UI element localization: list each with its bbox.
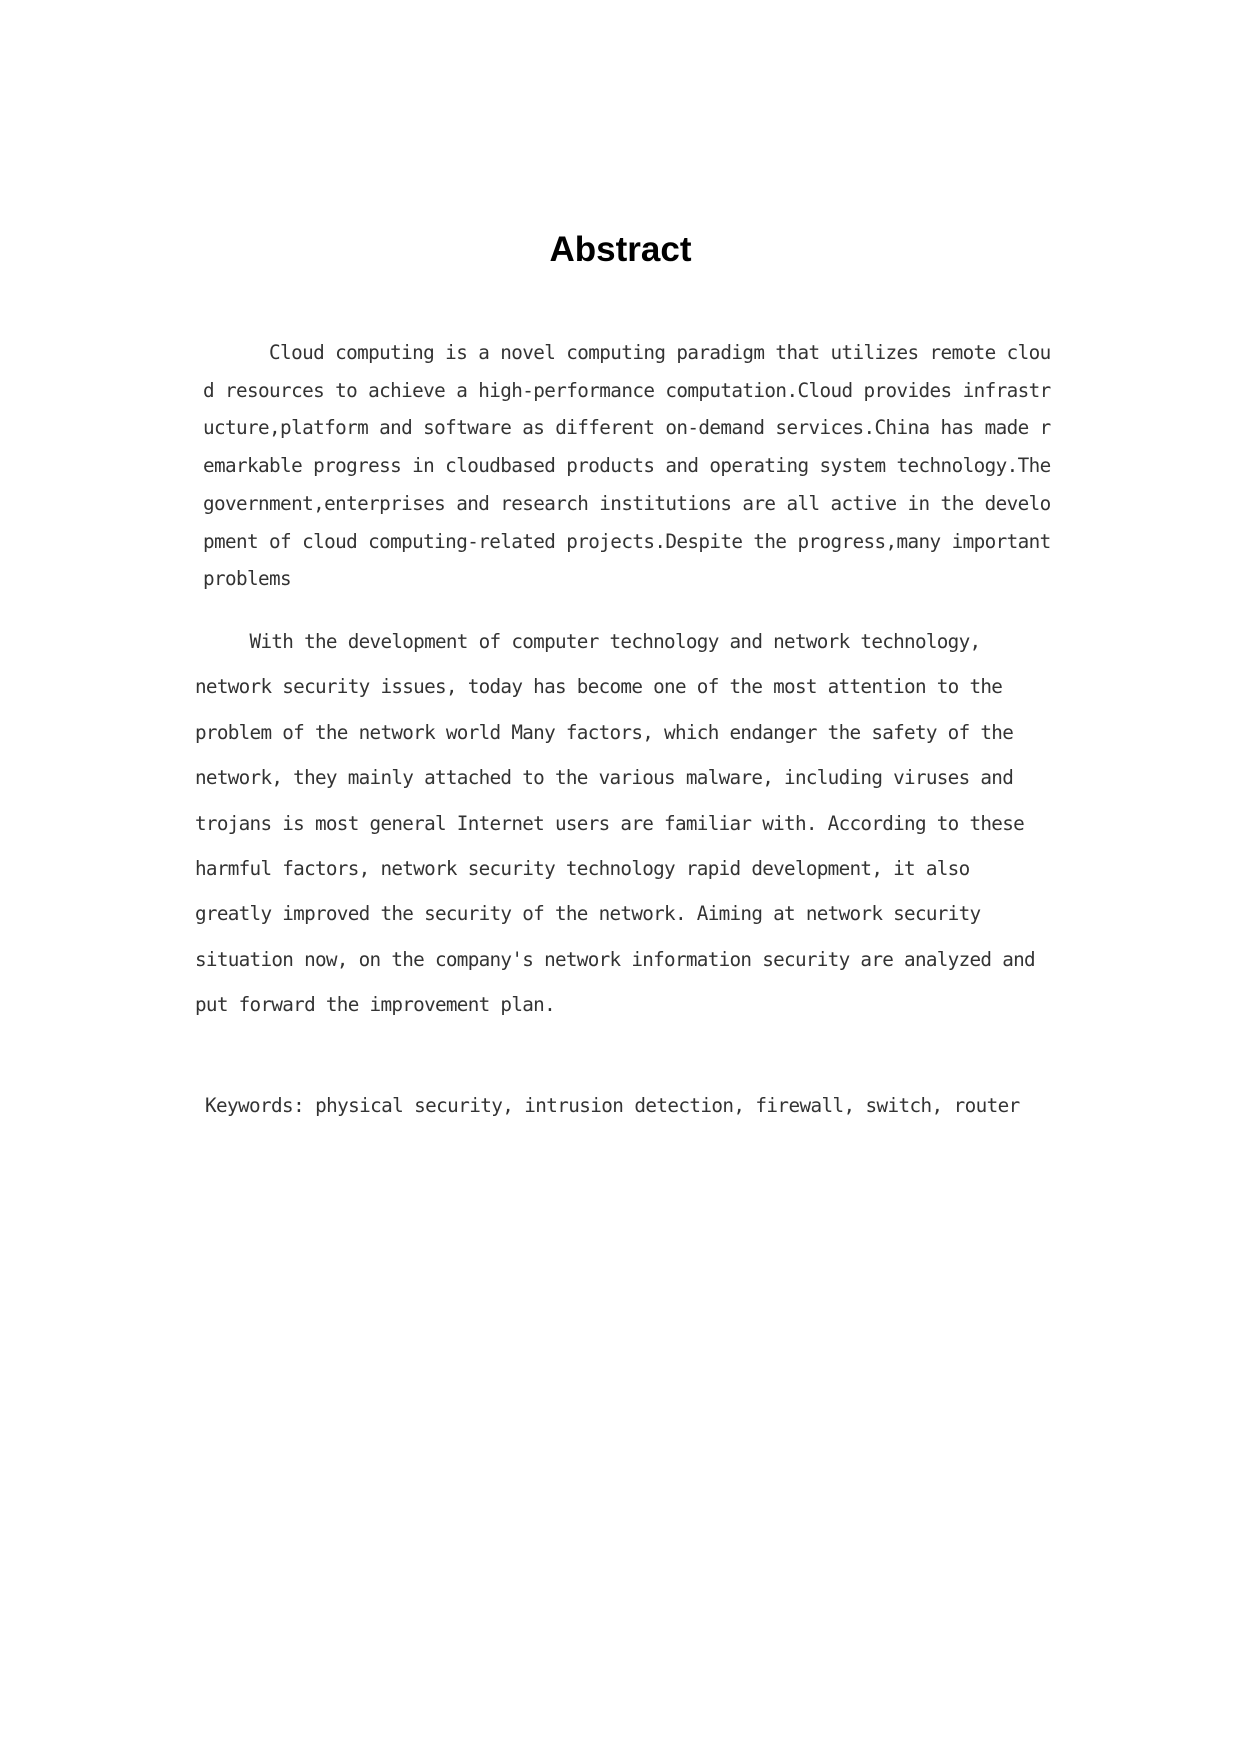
paragraph-line: ucture,platform and software as different on-demand services.China has made r	[203, 416, 1051, 440]
paragraph-line: network, they mainly attached to the various malware, including viruses and	[195, 766, 1014, 790]
paragraph-line: problem of the network world Many factors, which endanger the safety of the	[195, 720, 1014, 744]
paragraph-line: trojans is most general Internet users are familiar with. According to these	[195, 811, 1025, 835]
paragraph-line: harmful factors, network security technology rapid development, it also	[195, 857, 970, 881]
paragraph-line: d resources to achieve a high-performance computation.Cloud provides infrastr	[203, 378, 1051, 402]
page-title: Abstract	[549, 230, 692, 269]
paragraph-line: Cloud computing is a novel computing paradigm that utilizes remote clou	[203, 341, 1051, 364]
keywords-line: Keywords: physical security, intrusion detection, firewall, switch, router	[205, 1094, 1020, 1117]
paragraph-line: network security issues, today has become one of the most attention to the	[195, 675, 1003, 699]
paragraph-line: With the development of computer technology and network technology,	[195, 630, 981, 653]
paragraph-line: greatly improved the security of the network. Aiming at network security	[195, 902, 981, 926]
paragraph-line: government,enterprises and research institutions are all active in the develo	[203, 491, 1051, 515]
paragraph-line: problems	[203, 567, 292, 591]
paragraph-line: put forward the improvement plan.	[195, 993, 555, 1017]
abstract-paragraph-1	[203, 334, 1051, 598]
paragraph-line: situation now, on the company's network information security are analyzed and	[195, 947, 1035, 971]
paragraph-line: emarkable progress in cloudbased products and operating system technology.The	[203, 454, 1051, 478]
abstract-paragraph-2	[195, 619, 1035, 1028]
paragraph-line: pment of cloud computing-related projects.Despite the progress,many important	[203, 529, 1051, 553]
